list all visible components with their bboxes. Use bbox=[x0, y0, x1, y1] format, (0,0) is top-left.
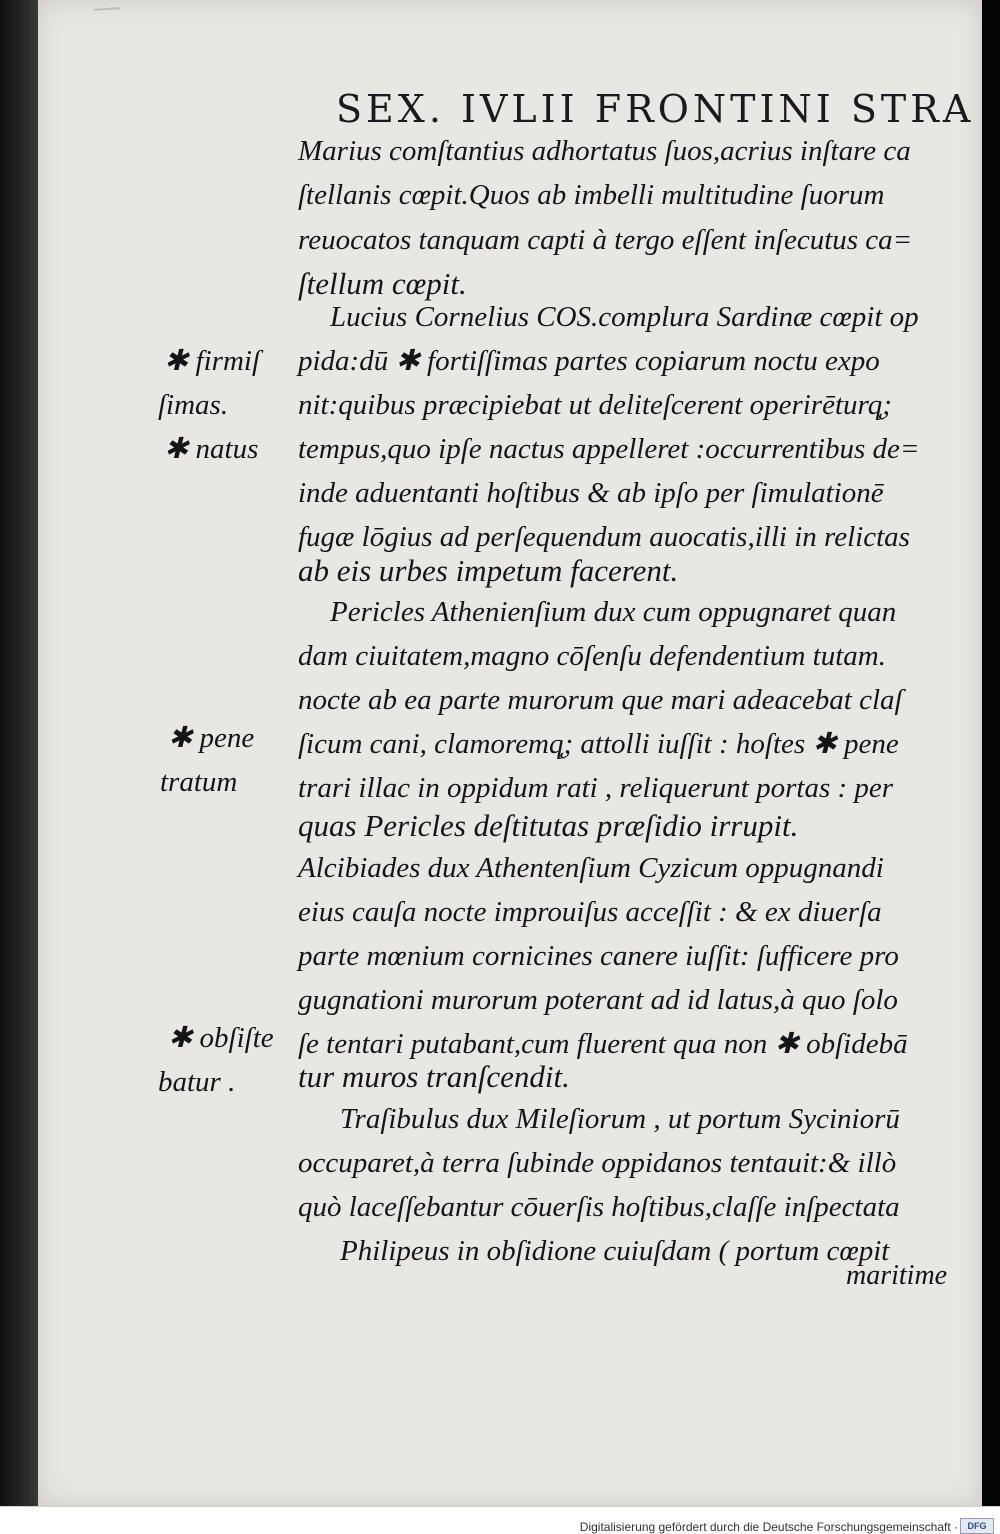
marginal-note: ſimas. bbox=[158, 389, 229, 421]
text-line: Lucius Cornelius COS.complura Sardinæ cœpit op bbox=[330, 301, 919, 333]
book-gutter bbox=[0, 0, 38, 1506]
text-line: inde aduentanti hoſtibus & ab ipſo per ſimulationē bbox=[298, 477, 884, 509]
text-line: pida:dū ✱ fortiſſimas partes copiarum noctu expo bbox=[298, 345, 880, 377]
text-line: trari illac in oppidum rati , reliquerunt portas : per bbox=[298, 772, 894, 804]
dfg-logo: DFG bbox=[960, 1518, 994, 1534]
marginal-note: tratum bbox=[160, 766, 238, 798]
text-line: parte mœnium cornicines canere iuſſit: ſufficere pro bbox=[298, 940, 899, 972]
text-line: fugæ lōgius ad perſequendum auocatis,illi in relictas bbox=[298, 521, 910, 553]
page-edge-shadow bbox=[982, 0, 1000, 1506]
text-line: gugnationi murorum poterant ad id latus,à quo ſolo bbox=[298, 984, 898, 1016]
marginal-note: ✱ natus bbox=[164, 433, 259, 465]
catchword: maritime bbox=[846, 1260, 948, 1291]
text-line: tempus,quo ipſe nactus appelleret :occurrentibus de= bbox=[298, 433, 920, 465]
text-line: quas Pericles deſtitutas præſidio irrupit. bbox=[298, 808, 799, 843]
text-line: ſtellanis cœpit.Quos ab imbelli multitudine ſuorum bbox=[298, 179, 885, 211]
marginal-note: ✱ firmiſ bbox=[164, 345, 261, 377]
marginal-note: batur . bbox=[158, 1066, 236, 1098]
text-line: ab eis urbes impetum facerent. bbox=[298, 553, 679, 588]
pencil-mark bbox=[94, 7, 120, 11]
footer-bar bbox=[0, 1506, 1000, 1534]
text-line: dam ciuitatem,magno cōſenſu defendentium tutam. bbox=[298, 640, 886, 672]
text-line: quò laceſſebantur cōuerſis hoſtibus,claſſe inſpectata bbox=[298, 1191, 900, 1223]
text-line: Philipeus in obſidione cuiuſdam ( portum cœpit bbox=[340, 1235, 890, 1267]
text-line: ſtellum cœpit. bbox=[298, 266, 467, 301]
running-title: SEX. IVLII FRONTINI STRA bbox=[336, 87, 975, 131]
text-line: ſe tentari putabant,cum fluerent qua non ✱ obſidebā bbox=[298, 1028, 908, 1060]
text-line: reuocatos tanquam capti à tergo eſſent inſecutus ca= bbox=[298, 224, 913, 256]
text-line: Marius comſtantius adhortatus ſuos,acrius inſtare ca bbox=[298, 135, 911, 167]
marginal-note: ✱ obſiſte bbox=[168, 1022, 274, 1054]
text-line: eius cauſa nocte improuiſus acceſſit : & ex diuerſa bbox=[298, 896, 882, 928]
text-line: ſicum cani, clamoremq̨; attolli iuſſit : hoſtes ✱ pene bbox=[298, 728, 899, 760]
text-line: nit:quibus præcipiebat ut deliteſcerent operirēturq̨; bbox=[298, 389, 892, 421]
text-line: Traſibulus dux Mileſiorum , ut portum Syciniorū bbox=[340, 1103, 900, 1135]
marginal-note: ✱ pene bbox=[168, 722, 255, 754]
text-line: occuparet,à terra ſubinde oppidanos tentauit:& illò bbox=[298, 1147, 897, 1179]
text-line: Alcibiades dux Athentenſium Cyzicum oppugnandi bbox=[298, 852, 884, 884]
text-line: nocte ab ea parte murorum que mari adeacebat claſ bbox=[298, 684, 903, 716]
text-line: tur muros tranſcendit. bbox=[298, 1059, 570, 1094]
funding-credit: Digitalisierung gefördert durch die Deutsche Forschungsgemeinschaft · bbox=[579, 1520, 958, 1534]
text-line: Pericles Athenienſium dux cum oppugnaret quan bbox=[330, 596, 897, 628]
